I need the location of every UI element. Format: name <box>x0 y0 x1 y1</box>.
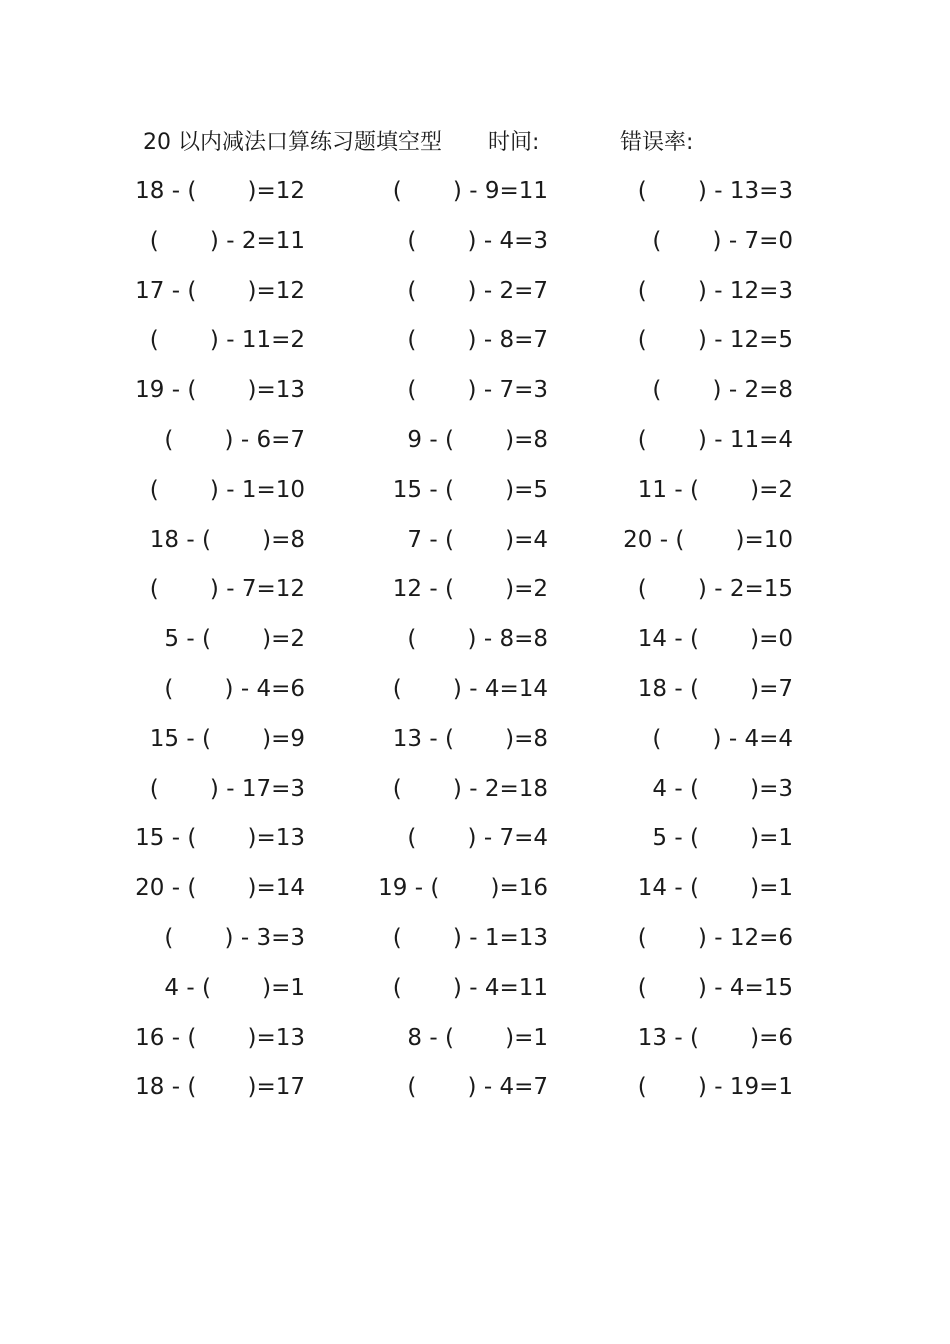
subtraction-problem: 20 - ( )=10 <box>623 526 793 553</box>
subtraction-problem: ( ) - 4=14 <box>392 675 548 702</box>
problem-row <box>0 167 950 217</box>
subtraction-problem: ( ) - 2=11 <box>149 227 305 254</box>
subtraction-problem: 14 - ( )=1 <box>637 875 793 902</box>
problem-row <box>0 615 950 665</box>
subtraction-problem: ( ) - 7=3 <box>407 377 548 404</box>
problem-row <box>0 765 950 815</box>
subtraction-problem: ( ) - 1=13 <box>392 924 548 951</box>
subtraction-problem: 5 - ( )=1 <box>652 825 793 852</box>
subtraction-problem: 17 - ( )=12 <box>135 277 305 304</box>
subtraction-problem: 4 - ( )=3 <box>652 775 793 802</box>
subtraction-problem: 18 - ( )=8 <box>149 526 305 553</box>
problem-row <box>0 366 950 416</box>
subtraction-problem: ( ) - 7=12 <box>149 576 305 603</box>
worksheet-header <box>0 126 950 160</box>
subtraction-problem: 9 - ( )=8 <box>407 426 548 453</box>
time-label: 时间: <box>488 130 540 155</box>
subtraction-problem: ( ) - 9=11 <box>392 178 548 204</box>
problem-row <box>0 416 950 466</box>
subtraction-problem: 8 - ( )=1 <box>407 1024 548 1051</box>
subtraction-problem: ( ) - 4=3 <box>407 227 548 254</box>
subtraction-problem: 13 - ( )=6 <box>637 1024 793 1051</box>
problem-row <box>0 1014 950 1064</box>
problem-row <box>0 665 950 715</box>
subtraction-problem: 15 - ( )=13 <box>135 825 305 852</box>
subtraction-problem: 4 - ( )=1 <box>164 974 305 1001</box>
subtraction-problem: ( ) - 11=4 <box>637 426 793 453</box>
subtraction-problem: 19 - ( )=16 <box>378 875 548 902</box>
problem-row <box>0 1063 950 1113</box>
subtraction-problem: 15 - ( )=5 <box>392 476 548 503</box>
subtraction-problem: 14 - ( )=0 <box>637 626 793 653</box>
subtraction-problem: 19 - ( )=13 <box>135 377 305 404</box>
subtraction-problem: ( ) - 4=4 <box>652 725 793 752</box>
subtraction-problem: ( ) - 19=1 <box>637 1074 793 1101</box>
problem-row <box>0 814 950 864</box>
subtraction-problem: 16 - ( )=13 <box>135 1024 305 1051</box>
subtraction-problem: ( ) - 12=6 <box>637 924 793 951</box>
subtraction-problem: ( ) - 4=7 <box>407 1074 548 1101</box>
subtraction-problem: ( ) - 12=3 <box>637 277 793 304</box>
subtraction-problem: ( ) - 2=8 <box>652 377 793 404</box>
subtraction-problem: 15 - ( )=9 <box>149 725 305 752</box>
problem-row <box>0 217 950 267</box>
subtraction-problem: 18 - ( )=12 <box>135 178 305 204</box>
subtraction-problem: ( ) - 4=11 <box>392 974 548 1001</box>
subtraction-problem: ( ) - 6=7 <box>164 426 305 453</box>
subtraction-problem: ( ) - 1=10 <box>149 476 305 503</box>
subtraction-problem: ( ) - 8=7 <box>407 327 548 354</box>
subtraction-problem: ( ) - 17=3 <box>149 775 305 802</box>
subtraction-problem: 18 - ( )=7 <box>637 675 793 702</box>
subtraction-problem: ( ) - 7=0 <box>652 227 793 254</box>
subtraction-problem: 20 - ( )=14 <box>135 875 305 902</box>
problem-row <box>0 864 950 914</box>
subtraction-problem: ( ) - 11=2 <box>149 327 305 354</box>
subtraction-problem: ( ) - 2=7 <box>407 277 548 304</box>
subtraction-problem: ( ) - 13=3 <box>637 178 793 204</box>
worksheet-title: 20 以内减法口算练习题填空型 <box>143 130 442 155</box>
problem-row <box>0 565 950 615</box>
problem-row <box>0 914 950 964</box>
problem-row <box>0 316 950 366</box>
subtraction-problem: 11 - ( )=2 <box>637 476 793 503</box>
error-rate-label: 错误率: <box>620 130 694 155</box>
problem-grid <box>0 167 950 1113</box>
subtraction-problem: 12 - ( )=2 <box>392 576 548 603</box>
problem-row <box>0 267 950 317</box>
subtraction-problem: ( ) - 8=8 <box>407 626 548 653</box>
subtraction-problem: ( ) - 2=18 <box>392 775 548 802</box>
problem-row <box>0 516 950 566</box>
problem-row <box>0 964 950 1014</box>
problem-row <box>0 715 950 765</box>
problem-row <box>0 466 950 516</box>
subtraction-problem: ( ) - 3=3 <box>164 924 305 951</box>
subtraction-problem: 13 - ( )=8 <box>392 725 548 752</box>
subtraction-problem: 7 - ( )=4 <box>407 526 548 553</box>
subtraction-problem: ( ) - 4=15 <box>637 974 793 1001</box>
subtraction-problem: 18 - ( )=17 <box>135 1074 305 1101</box>
subtraction-problem: ( ) - 12=5 <box>637 327 793 354</box>
subtraction-problem: ( ) - 7=4 <box>407 825 548 852</box>
subtraction-problem: 5 - ( )=2 <box>164 626 305 653</box>
subtraction-problem: ( ) - 2=15 <box>637 576 793 603</box>
subtraction-problem: ( ) - 4=6 <box>164 675 305 702</box>
